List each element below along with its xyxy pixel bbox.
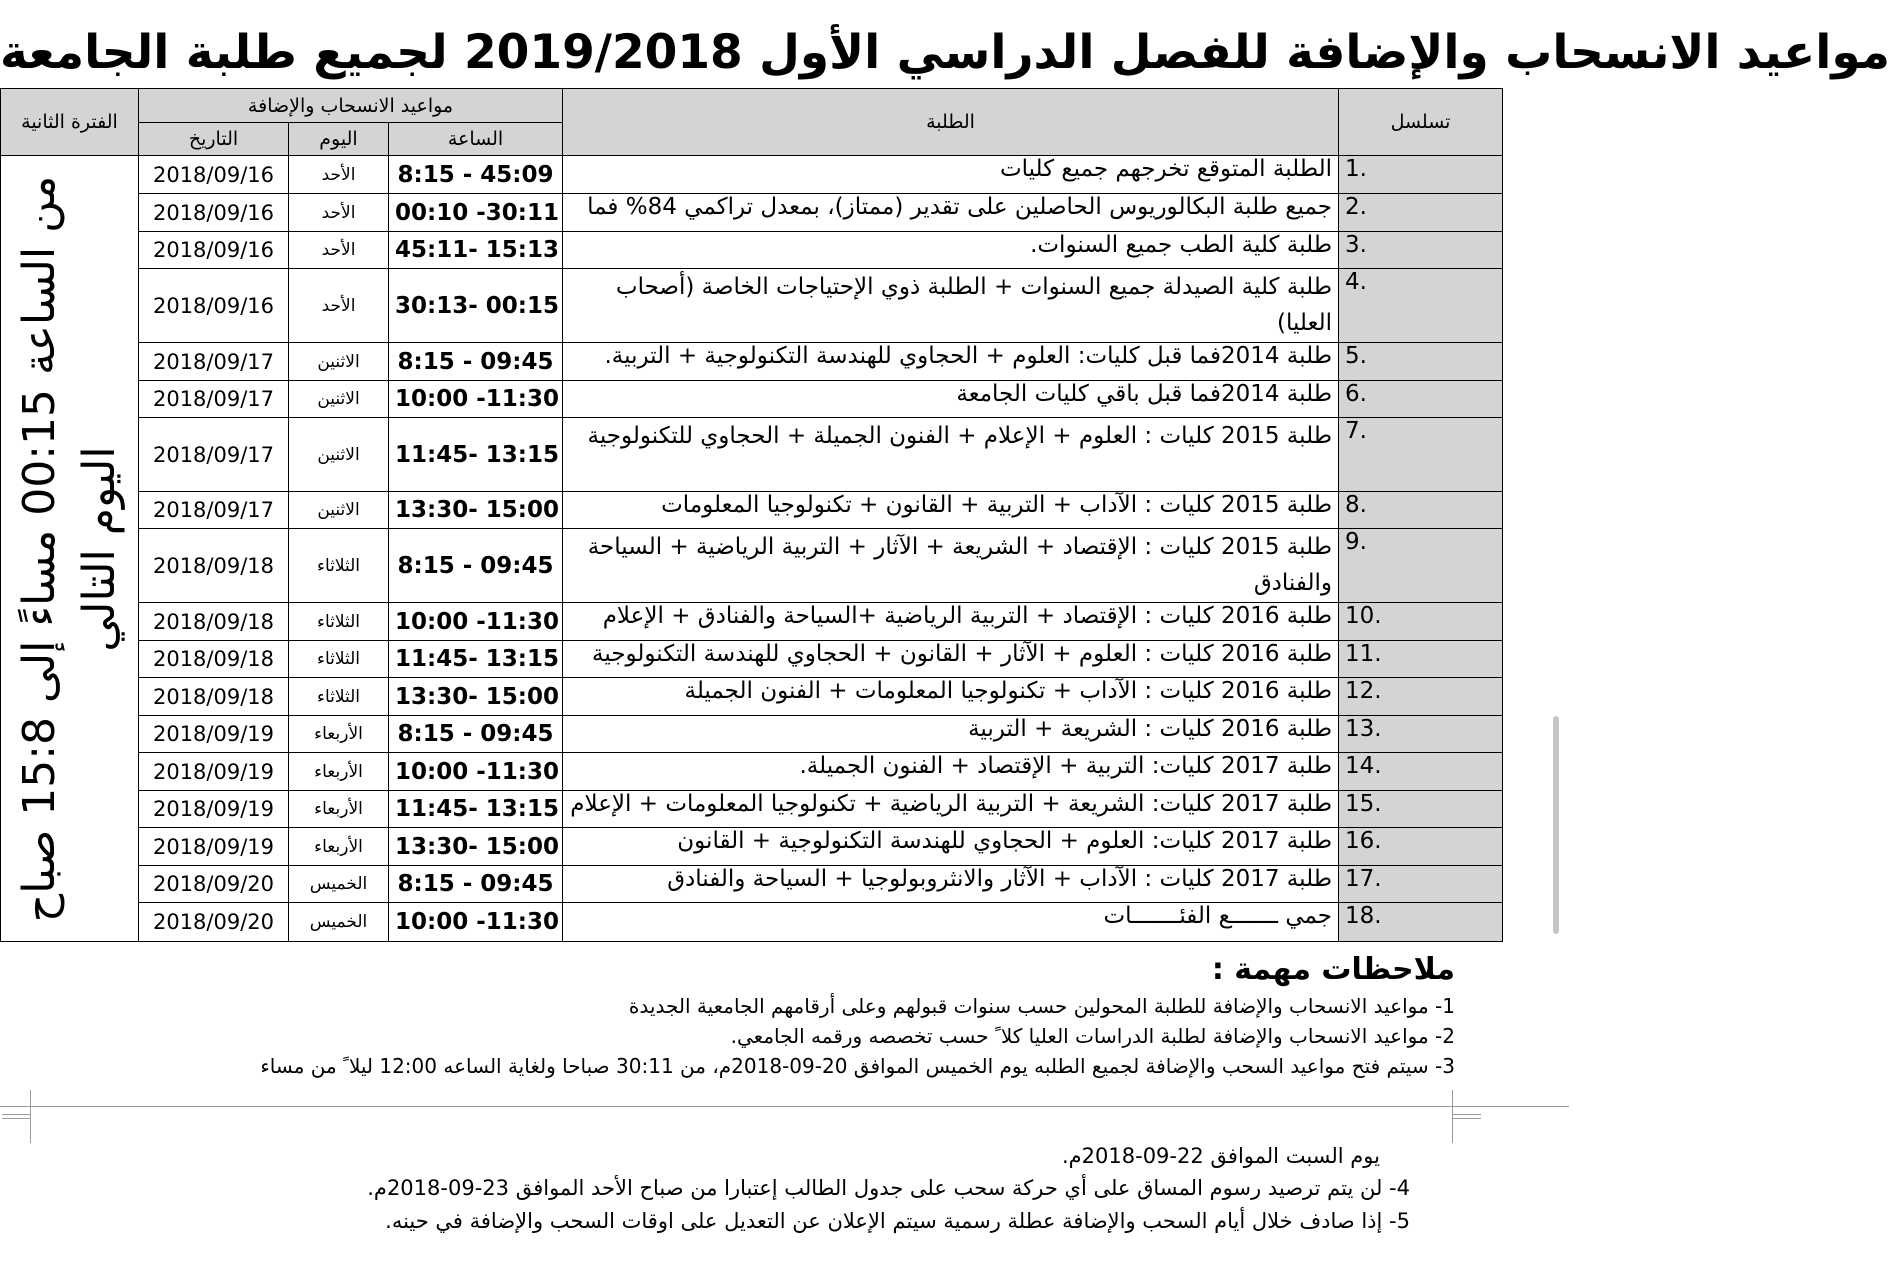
table-row <box>1 492 1503 529</box>
header-date: التاريخ <box>139 123 289 156</box>
time-cell: 11:45- 13:15 <box>389 418 563 492</box>
date-cell: 2018/09/17 <box>139 381 289 418</box>
date-cell: 2018/09/19 <box>139 828 289 866</box>
header-withdraw-add-dates: مواعيد الانسحاب والإضافة <box>139 89 563 123</box>
students-cell-text: طلبة كلية الصيدلة جميع السنوات + الطلبة ذوي الإحتياجات الخاصة (أصحاب العليا) <box>615 274 1333 336</box>
students-cell: طلبة 2017 كليات: العلوم + الحجاوي للهندسة التكنولوجية + القانون <box>563 828 1339 866</box>
time-cell: 11:45- 13:15 <box>389 791 563 828</box>
sequence-cell: 18. <box>1339 903 1503 942</box>
day-cell: الأربعاء <box>289 753 389 791</box>
students-cell: طلبة 2015 كليات : الآداب + التربية + القانون + تكنولوجيا المعلومات <box>563 492 1339 529</box>
day-cell: الخميس <box>289 866 389 903</box>
day-cell: الثلاثاء <box>289 603 389 641</box>
date-cell: 2018/09/19 <box>139 791 289 828</box>
students-cell <box>563 529 1339 603</box>
sequence-cell: 12. <box>1339 678 1503 716</box>
day-cell: الاثنين <box>289 418 389 492</box>
students-cell: طلبة 2016 كليات : الشريعة + التربية <box>563 716 1339 753</box>
second-period-line-1: من الساعة 00:15 مساءً إلى 15:8 صباح <box>13 175 65 922</box>
table-row <box>1 716 1503 753</box>
day-cell: الأربعاء <box>289 828 389 866</box>
date-cell: 2018/09/20 <box>139 866 289 903</box>
table-row <box>1 791 1503 828</box>
day-cell: الأحد <box>289 194 389 232</box>
sequence-cell: 10. <box>1339 603 1503 641</box>
day-cell: الاثنين <box>289 381 389 418</box>
time-cell: 11:45- 13:15 <box>389 641 563 678</box>
time-cell: 30:13- 00:15 <box>389 269 563 343</box>
date-cell: 2018/09/18 <box>139 641 289 678</box>
vertical-scrollbar[interactable] <box>1553 716 1559 934</box>
time-cell: 13:30- 15:00 <box>389 828 563 866</box>
time-cell: 8:15 - 09:45 <box>389 866 563 903</box>
date-cell: 2018/09/16 <box>139 156 289 194</box>
note-3: 3- سيتم فتح مواعيد السحب والإضافة لجميع الطلبه يوم الخميس الموافق 20-09-2018م، من 30:11 صباحا ولغاية الساعه 12:00 ليلا ً من مساء <box>260 1054 1455 1078</box>
note-5: 5- إذا صادف خلال أيام السحب والإضافة عطلة رسمية سيتم الإعلان عن التعديل على اوقات السحب والإضافة في حينه. <box>385 1209 1410 1233</box>
students-cell: الطلبة المتوقع تخرجهم جميع كليات <box>563 156 1339 194</box>
time-cell: 45:11- 15:13 <box>389 232 563 269</box>
header-students: الطلبة <box>563 89 1339 156</box>
note-1: 1- مواعيد الانسحاب والإضافة للطلبة المحولين حسب سنوات قبولهم وعلى أرقامهم الجامعية الجديدة <box>628 994 1455 1018</box>
table-row <box>1 232 1503 269</box>
students-cell <box>563 418 1339 492</box>
table-row <box>1 678 1503 716</box>
date-cell: 2018/09/19 <box>139 716 289 753</box>
table-row <box>1 269 1503 343</box>
sequence-cell: 11. <box>1339 641 1503 678</box>
note-3-continued: يوم السبت الموافق 22-09-2018م. <box>1061 1144 1380 1168</box>
table-row <box>1 194 1503 232</box>
sequence-cell: 1. <box>1339 156 1503 194</box>
date-cell: 2018/09/18 <box>139 529 289 603</box>
date-cell: 2018/09/17 <box>139 418 289 492</box>
students-cell-text: طلبة 2015 كليات : العلوم + الإعلام + الفنون الجميلة + الحجاوي للتكنولوجية <box>587 423 1333 449</box>
day-cell: الاثنين <box>289 492 389 529</box>
date-cell: 2018/09/19 <box>139 753 289 791</box>
header-time: الساعة <box>389 123 563 156</box>
date-cell: 2018/09/16 <box>139 194 289 232</box>
sequence-cell: 3. <box>1339 232 1503 269</box>
date-cell: 2018/09/18 <box>139 603 289 641</box>
sequence-cell: 4. <box>1339 269 1503 343</box>
day-cell: الأحد <box>289 269 389 343</box>
day-cell: الأربعاء <box>289 791 389 828</box>
students-cell: طلبة 2014فما قبل باقي كليات الجامعة <box>563 381 1339 418</box>
day-cell: الثلاثاء <box>289 641 389 678</box>
table-row <box>1 866 1503 903</box>
second-period-cell <box>1 156 139 942</box>
date-cell: 2018/09/16 <box>139 232 289 269</box>
students-cell: طلبة 2016 كليات : الآداب + تكنولوجيا المعلومات + الفنون الجميلة <box>563 678 1339 716</box>
table-row <box>1 343 1503 381</box>
students-cell-text: طلبة 2015 كليات : الإقتصاد + الشريعة + الآثار + التربية الرياضية + السياحة والفنادق <box>587 534 1333 596</box>
time-cell: 10:00 -11:30 <box>389 381 563 418</box>
second-period-text <box>10 175 130 921</box>
sequence-cell: 13. <box>1339 716 1503 753</box>
time-cell: 13:30- 15:00 <box>389 492 563 529</box>
date-cell: 2018/09/18 <box>139 678 289 716</box>
students-cell: جمي ـــــــع الفئـــــــات <box>563 903 1339 942</box>
page-title: مواعيد الانسحاب والإضافة للفصل الدراسي الأول 2019/2018 لجميع طلبة الجامعة <box>0 25 1890 80</box>
day-cell: الأحد <box>289 232 389 269</box>
schedule-table <box>0 88 1503 942</box>
time-cell: 10:00 -11:30 <box>389 903 563 942</box>
table-row <box>1 753 1503 791</box>
sequence-cell: 7. <box>1339 418 1503 492</box>
time-cell: 8:15 - 45:09 <box>389 156 563 194</box>
sequence-cell: 16. <box>1339 828 1503 866</box>
date-cell: 2018/09/17 <box>139 492 289 529</box>
time-cell: 13:30- 15:00 <box>389 678 563 716</box>
sequence-cell: 8. <box>1339 492 1503 529</box>
students-cell: جميع طلبة البكالوريوس الحاصلين على تقدير (ممتاز)، بمعدل تراكمي 84% فما <box>563 194 1339 232</box>
table-row <box>1 156 1503 194</box>
students-cell: طلبة 2014فما قبل كليات: العلوم + الحجاوي للهندسة التكنولوجية + التربية. <box>563 343 1339 381</box>
sequence-cell: 14. <box>1339 753 1503 791</box>
students-cell: طلبة 2017 كليات : الآداب + الآثار والانثروبولوجيا + السياحة والفنادق <box>563 866 1339 903</box>
sequence-cell: 2. <box>1339 194 1503 232</box>
table-row <box>1 603 1503 641</box>
day-cell: الخميس <box>289 903 389 942</box>
sequence-cell: 6. <box>1339 381 1503 418</box>
students-cell: طلبة 2017 كليات: التربية + الإقتصاد + الفنون الجميلة. <box>563 753 1339 791</box>
table-row <box>1 529 1503 603</box>
note-4: 4- لن يتم ترصيد رسوم المساق على أي حركة سحب على جدول الطالب إعتبارا من صباح الأحد الموافق 23-09-2018م. <box>367 1176 1410 1200</box>
date-cell: 2018/09/17 <box>139 343 289 381</box>
day-cell: الاثنين <box>289 343 389 381</box>
date-cell: 2018/09/16 <box>139 269 289 343</box>
sequence-cell: 9. <box>1339 529 1503 603</box>
date-cell: 2018/09/20 <box>139 903 289 942</box>
time-cell: 10:00 -11:30 <box>389 603 563 641</box>
students-cell: طلبة كلية الطب جميع السنوات. <box>563 232 1339 269</box>
header-day: اليوم <box>289 123 389 156</box>
notes-title: ملاحظات مهمة : <box>1211 952 1455 987</box>
day-cell: الثلاثاء <box>289 678 389 716</box>
day-cell: الأحد <box>289 156 389 194</box>
time-cell: 8:15 - 09:45 <box>389 529 563 603</box>
sequence-cell: 17. <box>1339 866 1503 903</box>
crop-mark-bottom-left <box>2 1114 31 1143</box>
time-cell: 8:15 - 09:45 <box>389 716 563 753</box>
table-row <box>1 641 1503 678</box>
crop-mark-bottom-right <box>1452 1114 1481 1143</box>
students-cell: طلبة 2016 كليات : الإقتصاد + التربية الرياضية +السياحة والفنادق + الإعلام <box>563 603 1339 641</box>
table-row <box>1 381 1503 418</box>
sequence-cell: 5. <box>1339 343 1503 381</box>
time-cell: 8:15 - 09:45 <box>389 343 563 381</box>
table-row <box>1 418 1503 492</box>
second-period-line-2: اليوم التالي <box>73 445 125 652</box>
page-break-line <box>0 1106 1569 1107</box>
header-second-period: الفترة الثانية <box>1 89 139 156</box>
students-cell: طلبة 2017 كليات: الشريعة + التربية الرياضية + تكنولوجيا المعلومات + الإعلام <box>563 791 1339 828</box>
day-cell: الثلاثاء <box>289 529 389 603</box>
day-cell: الأربعاء <box>289 716 389 753</box>
note-2: 2- مواعيد الانسحاب والإضافة لطلبة الدراسات العليا كلا ً حسب تخصصه ورقمه الجامعي. <box>730 1024 1455 1048</box>
sequence-cell: 15. <box>1339 791 1503 828</box>
students-cell: طلبة 2016 كليات : العلوم + الآثار + القانون + الحجاوي للهندسة التكنولوجية <box>563 641 1339 678</box>
table-row <box>1 828 1503 866</box>
time-cell: 10:00 -11:30 <box>389 753 563 791</box>
header-sequence: تسلسل <box>1339 89 1503 156</box>
students-cell <box>563 269 1339 343</box>
table-row <box>1 903 1503 942</box>
time-cell: 00:10 -30:11 <box>389 194 563 232</box>
